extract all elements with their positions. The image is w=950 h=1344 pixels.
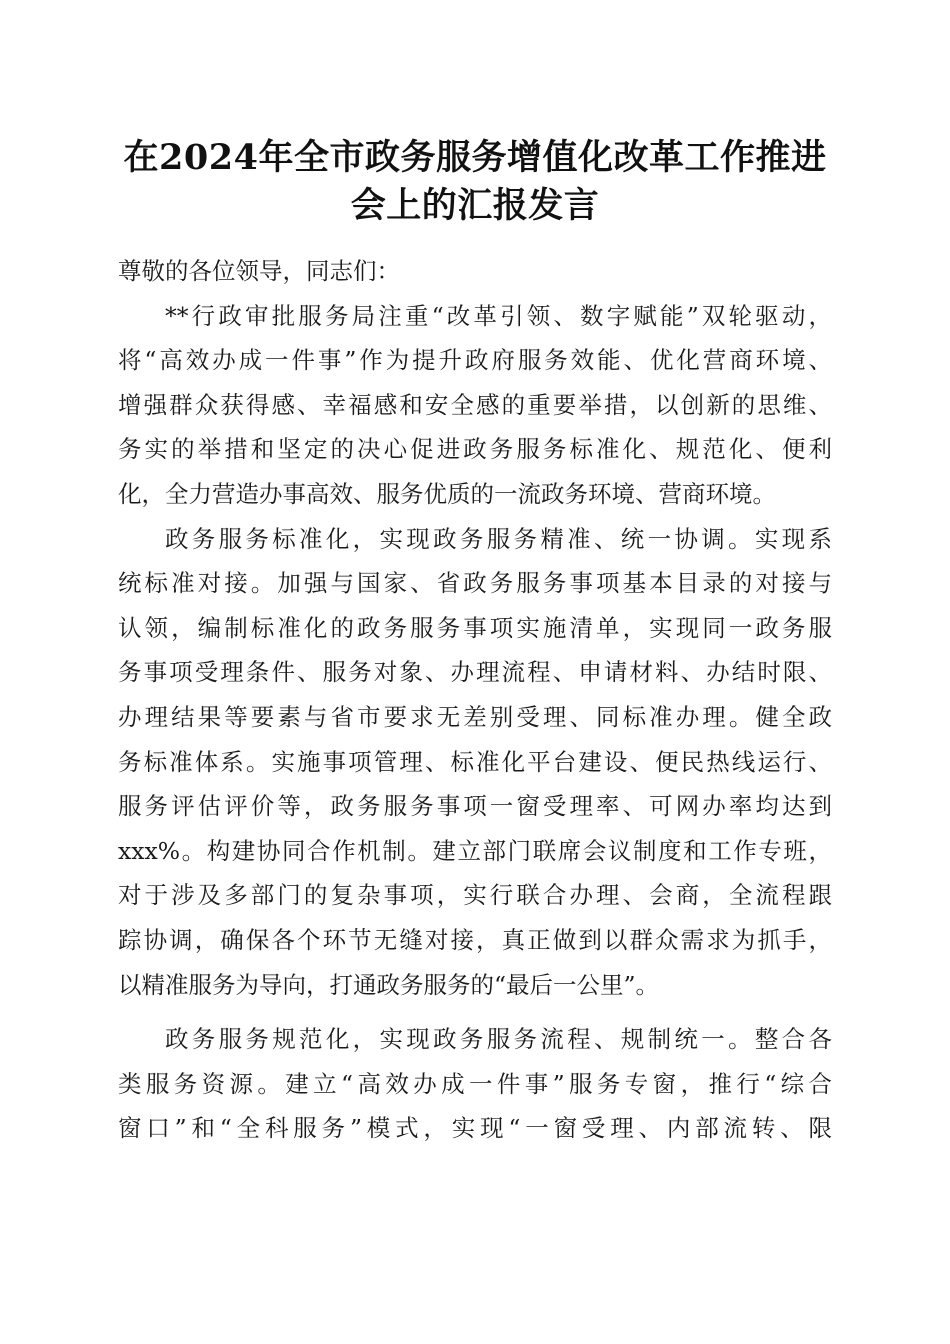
paragraph-line: 类服务资源。建立“高效办成一件事”服务专窗，推行“综合 <box>118 1069 832 1098</box>
paragraph-line: 统标准对接。加强与国家、省政务服务事项基本目录的对接与 <box>118 569 832 598</box>
paragraph-line: 政务服务标准化，实现政务服务精准、统一协调。实现系 <box>165 524 832 553</box>
paragraph-line: **行政审批服务局注重“改革引领、数字赋能”双轮驱动， <box>165 301 832 330</box>
title-line-1: 在2024年全市政务服务增值化改革工作推进 <box>123 137 827 178</box>
title-line-2: 会上的汇报发言 <box>350 185 600 226</box>
paragraph-line: 以精准服务为导向，打通政务服务的“最后一公里”。 <box>118 970 660 999</box>
paragraph-2 <box>118 517 832 1008</box>
paragraph-line: 窗口”和“全科服务”模式，实现“一窗受理、内部流转、限 <box>118 1114 832 1143</box>
paragraph-line: 化，全力营造办事高效、服务优质的一流政务环境、营商环境。 <box>118 479 776 508</box>
document-body <box>118 249 832 1151</box>
paragraph-line: xxx%。构建协同合作机制。建立部门联席会议制度和工作专班， <box>118 836 832 865</box>
paragraph-line: 增强群众获得感、幸福感和安全感的重要举措，以创新的思维、 <box>118 390 832 419</box>
paragraph-spacer <box>118 1007 832 1017</box>
paragraph-line: 务标准体系。实施事项管理、标准化平台建设、便民热线运行、 <box>118 747 832 776</box>
document-title <box>110 134 840 230</box>
paragraph-line: 将“高效办成一件事”作为提升政府服务效能、优化营商环境、 <box>118 346 832 375</box>
paragraph-line: 对于涉及多部门的复杂事项，实行联合办理、会商，全流程跟 <box>118 881 832 910</box>
salutation: 尊敬的各位领导，同志们： <box>118 257 400 285</box>
paragraph-line: 办理结果等要素与省市要求无差别受理、同标准办理。健全政 <box>118 702 832 731</box>
paragraph-line: 务实的举措和坚定的决心促进政务服务标准化、规范化、便利 <box>118 435 832 464</box>
paragraph-line: 认领，编制标准化的政务服务事项实施清单，实现同一政务服 <box>118 613 832 642</box>
paragraph-line: 政务服务规范化，实现政务服务流程、规制统一。整合各 <box>165 1025 832 1054</box>
paragraph-3 <box>118 1017 832 1151</box>
paragraph-line: 踪协调，确保各个环节无缝对接，真正做到以群众需求为抓手， <box>118 925 832 954</box>
paragraph-1 <box>118 294 832 517</box>
paragraph-line: 服务评估评价等，政务服务事项一窗受理率、可网办率均达到 <box>118 792 832 821</box>
paragraph-line: 务事项受理条件、服务对象、办理流程、申请材料、办结时限、 <box>118 658 832 687</box>
